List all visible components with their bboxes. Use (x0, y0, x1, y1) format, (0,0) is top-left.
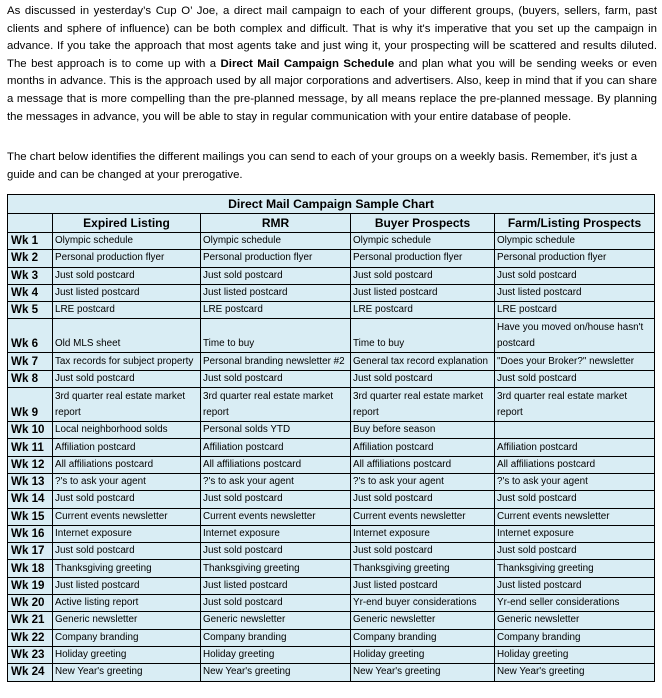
table-cell: New Year's greeting (495, 664, 655, 681)
table-cell: 3rd quarter real estate market report (53, 388, 201, 422)
table-cell: All affiliations postcard (495, 456, 655, 473)
column-header: RMR (201, 214, 351, 233)
week-label: Wk 10 (8, 422, 53, 439)
table-cell: Just sold postcard (53, 543, 201, 560)
table-cell: Just sold postcard (53, 370, 201, 387)
table-cell: Yr-end buyer considerations (351, 595, 495, 612)
table-cell: Personal branding newsletter #2 (201, 353, 351, 370)
week-label: Wk 23 (8, 646, 53, 663)
table-row (8, 250, 655, 267)
table-cell: Holiday greeting (495, 646, 655, 663)
table-row (8, 577, 655, 594)
table-cell: LRE postcard (53, 302, 201, 319)
table-cell: Affiliation postcard (495, 439, 655, 456)
table-cell: LRE postcard (351, 302, 495, 319)
table-row (8, 595, 655, 612)
week-label: Wk 6 (8, 319, 53, 353)
table-cell: Just listed postcard (495, 284, 655, 301)
table-cell: 3rd quarter real estate market report (201, 388, 351, 422)
table-row (8, 508, 655, 525)
table-cell: Thanksgiving greeting (201, 560, 351, 577)
table-row (8, 422, 655, 439)
table-cell: Just sold postcard (351, 491, 495, 508)
column-header: Expired Listing (53, 214, 201, 233)
table-cell: Just sold postcard (201, 370, 351, 387)
table-cell: Just sold postcard (495, 543, 655, 560)
table-cell: Current events newsletter (201, 508, 351, 525)
table-cell: Olympic schedule (201, 233, 351, 250)
table-cell: ?'s to ask your agent (351, 473, 495, 490)
table-row (8, 629, 655, 646)
table-cell: Internet exposure (53, 525, 201, 542)
table-cell: Holiday greeting (351, 646, 495, 663)
table-cell: New Year's greeting (201, 664, 351, 681)
table-cell: Olympic schedule (53, 233, 201, 250)
table-cell: Just sold postcard (201, 267, 351, 284)
table-cell: Company branding (53, 629, 201, 646)
week-label: Wk 7 (8, 353, 53, 370)
table-cell: Just listed postcard (351, 577, 495, 594)
week-label: Wk 1 (8, 233, 53, 250)
table-cell: Just listed postcard (53, 577, 201, 594)
table-cell: Personal production flyer (495, 250, 655, 267)
week-label: Wk 14 (8, 491, 53, 508)
table-cell: Tax records for subject property (53, 353, 201, 370)
table-row (8, 456, 655, 473)
table-cell: Internet exposure (201, 525, 351, 542)
table-cell: Internet exposure (495, 525, 655, 542)
week-label: Wk 24 (8, 664, 53, 681)
table-body (8, 233, 655, 682)
table-cell: Just sold postcard (495, 267, 655, 284)
table-cell: ?'s to ask your agent (201, 473, 351, 490)
table-cell: Thanksgiving greeting (495, 560, 655, 577)
table-cell: General tax record explanation (351, 353, 495, 370)
table-cell: Generic newsletter (351, 612, 495, 629)
table-row (8, 560, 655, 577)
table-cell: 3rd quarter real estate market report (495, 388, 655, 422)
table-row (8, 664, 655, 681)
table-row (8, 646, 655, 663)
column-header: Farm/Listing Prospects (495, 214, 655, 233)
table-cell: Just listed postcard (201, 577, 351, 594)
week-label: Wk 13 (8, 473, 53, 490)
table-cell: Just listed postcard (495, 577, 655, 594)
table-cell: Just sold postcard (351, 370, 495, 387)
table-cell: Generic newsletter (53, 612, 201, 629)
table-cell: Thanksgiving greeting (53, 560, 201, 577)
table-cell: Generic newsletter (201, 612, 351, 629)
table-cell: Olympic schedule (495, 233, 655, 250)
table-title: Direct Mail Campaign Sample Chart (8, 195, 655, 214)
table-row (8, 233, 655, 250)
week-label: Wk 2 (8, 250, 53, 267)
table-cell: Just sold postcard (201, 543, 351, 560)
week-label: Wk 9 (8, 388, 53, 422)
table-cell: Have you moved on/house hasn't postcard (495, 319, 655, 353)
table-row (8, 353, 655, 370)
week-label: Wk 17 (8, 543, 53, 560)
chart-description-paragraph: The chart below identifies the different mailings you can send to each of your groups on a weekly basis. Remember, it's just a guide and can be changed at your prerogative. (7, 151, 638, 181)
table-cell: Just listed postcard (201, 284, 351, 301)
table-cell: Personal production flyer (201, 250, 351, 267)
table-cell: Just sold postcard (495, 491, 655, 508)
table-cell: Just listed postcard (351, 284, 495, 301)
table-cell: Just sold postcard (53, 267, 201, 284)
table-cell: All affiliations postcard (201, 456, 351, 473)
table-cell: Yr-end seller considerations (495, 595, 655, 612)
table-cell: Olympic schedule (351, 233, 495, 250)
table-cell: Current events newsletter (495, 508, 655, 525)
table-cell: Company branding (201, 629, 351, 646)
table-cell: Just listed postcard (53, 284, 201, 301)
table-row (8, 543, 655, 560)
table-cell: Current events newsletter (351, 508, 495, 525)
table-cell: Just sold postcard (351, 543, 495, 560)
table-cell: Thanksgiving greeting (351, 560, 495, 577)
week-label: Wk 19 (8, 577, 53, 594)
week-label: Wk 3 (8, 267, 53, 284)
table-cell: Old MLS sheet (53, 319, 201, 353)
table-cell: Time to buy (201, 319, 351, 353)
table-cell: Buy before season (351, 422, 495, 439)
table-cell: New Year's greeting (351, 664, 495, 681)
table-row (8, 439, 655, 456)
week-label: Wk 22 (8, 629, 53, 646)
table-row (8, 525, 655, 542)
week-label: Wk 11 (8, 439, 53, 456)
table-cell: All affiliations postcard (351, 456, 495, 473)
table-row (8, 473, 655, 490)
table-cell: Personal production flyer (351, 250, 495, 267)
table-cell: Company branding (495, 629, 655, 646)
table-cell: Just sold postcard (201, 491, 351, 508)
table-row (8, 612, 655, 629)
intro-text-bold: Direct Mail Campaign Schedule (220, 57, 395, 70)
table-cell: Generic newsletter (495, 612, 655, 629)
table-cell: Holiday greeting (201, 646, 351, 663)
table-cell: Time to buy (351, 319, 495, 353)
table-cell: Active listing report (53, 595, 201, 612)
table-cell: New Year's greeting (53, 664, 201, 681)
week-label: Wk 4 (8, 284, 53, 301)
direct-mail-campaign-table (7, 194, 655, 682)
table-cell: Current events newsletter (53, 508, 201, 525)
table-row (8, 491, 655, 508)
table-cell: Just sold postcard (53, 491, 201, 508)
table-cell: Holiday greeting (53, 646, 201, 663)
table-cell: ?'s to ask your agent (53, 473, 201, 490)
week-label: Wk 12 (8, 456, 53, 473)
table-cell: Internet exposure (351, 525, 495, 542)
table-header-row (8, 214, 655, 233)
column-header (8, 214, 53, 233)
week-label: Wk 16 (8, 525, 53, 542)
table-row (8, 388, 655, 422)
table-row (8, 370, 655, 387)
table-cell: LRE postcard (495, 302, 655, 319)
table-cell: Personal production flyer (53, 250, 201, 267)
week-label: Wk 21 (8, 612, 53, 629)
table-row (8, 319, 655, 353)
week-label: Wk 8 (8, 370, 53, 387)
table-cell: ?'s to ask your agent (495, 473, 655, 490)
table-cell: 3rd quarter real estate market report (351, 388, 495, 422)
table-cell: Affiliation postcard (53, 439, 201, 456)
table-row (8, 267, 655, 284)
week-label: Wk 5 (8, 302, 53, 319)
week-label: Wk 18 (8, 560, 53, 577)
table-cell: LRE postcard (201, 302, 351, 319)
table-cell: Local neighborhood solds (53, 422, 201, 439)
table-cell: Personal solds YTD (201, 422, 351, 439)
table-cell: Just sold postcard (495, 370, 655, 387)
table-cell: All affiliations postcard (53, 456, 201, 473)
intro-paragraph (7, 3, 657, 126)
table-row (8, 284, 655, 301)
table-cell: Company branding (351, 629, 495, 646)
table-cell: Just sold postcard (201, 595, 351, 612)
table-cell: Just sold postcard (351, 267, 495, 284)
table-cell: Affiliation postcard (201, 439, 351, 456)
table-cell: "Does your Broker?" newsletter (495, 353, 655, 370)
week-label: Wk 20 (8, 595, 53, 612)
intro-text-end: and plan what you will be sending weeks or even months in advance. This is the approach used by all major corporations and advertisers. Also, keep in mind that if you can share a message that is more compelling than the pre-planned message, by all means replace the pre-planned message. By planning the messages in advance, you will be able to stay in regular communication with your entire database of people. (7, 57, 658, 123)
table-row (8, 302, 655, 319)
column-header: Buyer Prospects (351, 214, 495, 233)
week-label: Wk 15 (8, 508, 53, 525)
intro-text-start: As discussed in yesterday’s Cup O’ Joe, a direct mail campaign to each of your different groups, (buyers, sellers, farm, past clients and sphere of influence) can be both complex and difficult. That is why it's imperative that you set up the campaign in advance. If you take the approach that most agents take and just wing it, your prospecting will be scattered and results diluted. The best approach is to come up with a (7, 5, 657, 70)
table-cell (495, 422, 655, 439)
table-cell: Affiliation postcard (351, 439, 495, 456)
